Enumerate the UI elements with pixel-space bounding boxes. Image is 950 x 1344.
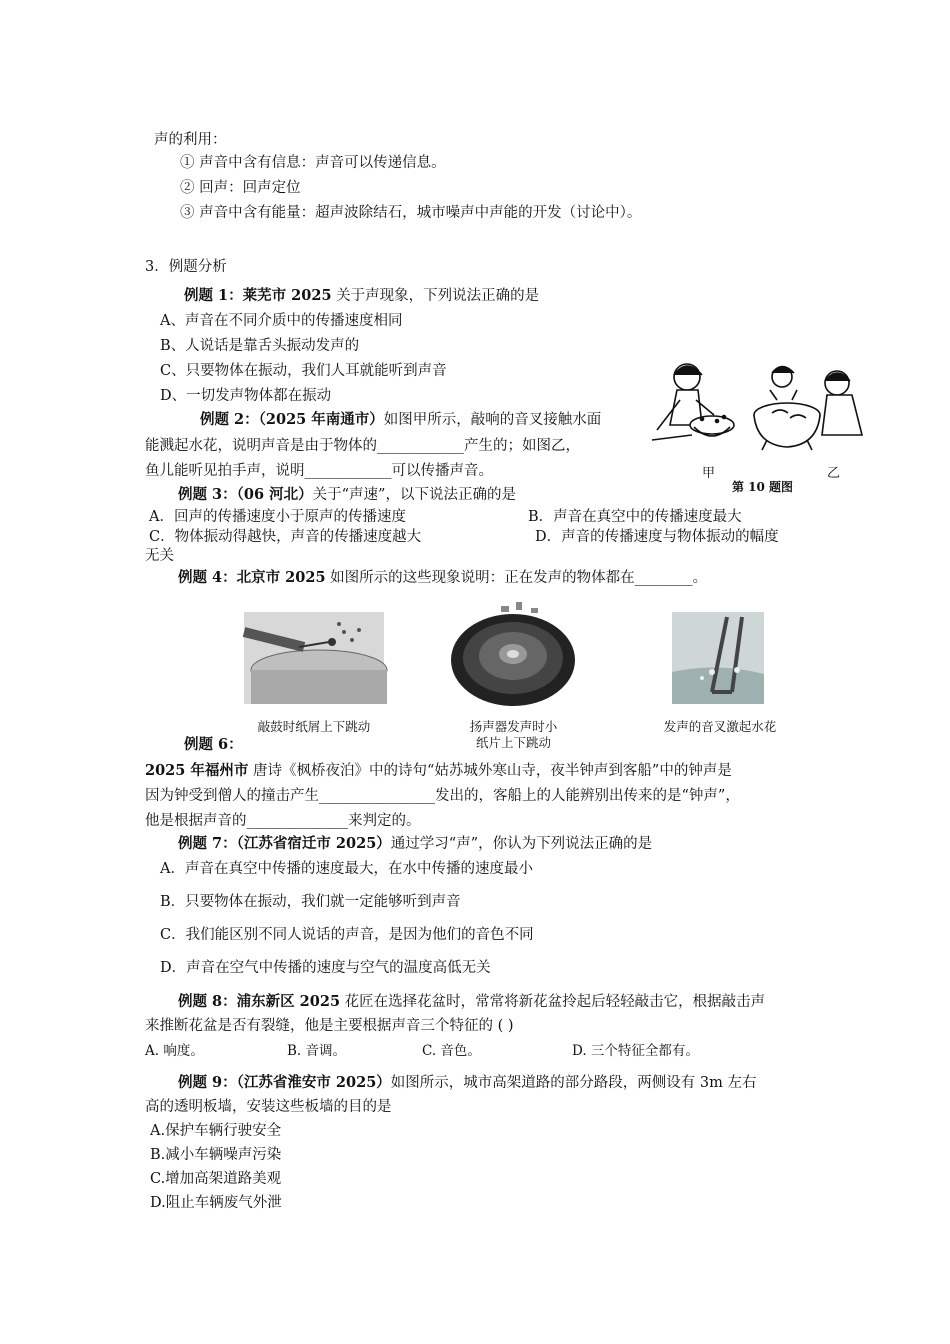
ex1-option-a: A、声音在不同介质中的传播速度相同 (160, 313, 403, 329)
uses-item-3: ③ 声音中含有能量：超声波除结石，城市噪声中声能的开发（讨论中）。 (180, 205, 642, 221)
tuning-fork-caption: 发声的音叉激起水花 (663, 719, 777, 734)
ex6-line2: 因为钟受到僧人的撞击产生________________发出的，客船上的人能辨别出传来的是“钟声”， (145, 788, 740, 804)
ex2-label: 例题 2：（2025 年南通市） (200, 411, 384, 428)
ex8-line2: 来推断花盆是否有裂缝，他是主要根据声音三个特征的 ( ) (145, 1018, 514, 1034)
fig-jia-label: 甲 (702, 466, 716, 481)
ex4-text: 如图所示的这些现象说明：正在发声的物体都在________。 (325, 570, 708, 586)
ex6-label-text: 例题 6： (184, 736, 243, 753)
ex9-label: 例题 9：（江苏省淮安市 2025） (178, 1074, 391, 1091)
ex3-option-c: C．物体振动得越快，声音的传播速度越大 (149, 529, 422, 545)
tuning-fork-image (672, 612, 764, 704)
ex6-line3: 他是根据声音的______________来判定的。 (145, 813, 421, 829)
ex8-line1 (178, 992, 765, 1012)
ex3-text: 关于“声速”，以下说法正确的是 (312, 487, 516, 503)
ex3-option-d-cont: 无关 (145, 548, 174, 564)
ex3-label: 例题 3：（06 河北） (178, 486, 313, 503)
ex8-text: 花匠在选择花盆时，常常将新花盆拎起后轻轻敲击它，根据敲击声 (340, 994, 766, 1010)
ex9-line1 (178, 1073, 757, 1093)
ex7-option-d: D．声音在空气中传播的速度与空气的温度高低无关 (160, 960, 491, 976)
speaker-caption-2: 纸片上下跳动 (475, 735, 551, 750)
drum-caption: 敲鼓时纸屑上下跳动 (257, 719, 371, 734)
ex3-option-a: A．回声的传播速度小于原声的传播速度 (149, 509, 406, 525)
uses-item-2: ② 回声：回声定位 (180, 180, 301, 196)
ex2-text: 如图甲所示，敲响的音叉接触水面 (383, 412, 602, 428)
ex8-option-a: A. 响度。 (145, 1043, 204, 1059)
ex2-line3: 鱼儿能听见拍手声，说明____________可以传播声音。 (145, 463, 493, 479)
ex6-text: 唐诗《枫桥夜泊》中的诗句“姑苏城外寒山寺，夜半钟声到客船”中的钟声是 (248, 763, 732, 779)
ex9-option-c: C.增加高架道路美观 (150, 1171, 282, 1187)
ex1-option-c: C、只要物体在振动，我们人耳就能听到声音 (160, 363, 447, 379)
ex1-option-b: B、人说话是靠舌头振动发声的 (160, 338, 360, 354)
ex8-option-c: C. 音色。 (422, 1043, 481, 1059)
fig-yi-label: 乙 (827, 466, 841, 481)
ex7-label: 例题 7：（江苏省宿迁市 2025） (178, 835, 391, 852)
ex7-stem (178, 834, 652, 854)
ex9-text: 如图所示，城市高架道路的部分路段，两侧设有 3m 左右 (390, 1075, 757, 1091)
ex1-option-d: D、一切发声物体都在振动 (160, 388, 332, 404)
ex6-label (184, 735, 243, 755)
ex2-figure (632, 355, 872, 494)
ex9-line2: 高的透明板墙，安装这些板墙的目的是 (145, 1099, 392, 1115)
ex1-stem (184, 286, 539, 306)
section-heading: 3．例题分析 (145, 259, 227, 275)
ex3-option-d: D．声音的传播速度与物体振动的幅度 (535, 529, 779, 545)
speaker-caption-1: 扬声器发声时小 (469, 719, 558, 734)
speaker-image (446, 598, 581, 713)
uses-heading: 声的利用： (154, 132, 227, 148)
ex2-line1 (200, 410, 601, 430)
ex4-stem (178, 568, 707, 588)
ex9-option-d: D.阻止车辆废气外泄 (150, 1195, 282, 1211)
ex7-option-a: A．声音在真空中传播的速度最大，在水中传播的速度最小 (160, 861, 533, 877)
ex3-stem (178, 485, 516, 505)
uses-item-1: ① 声音中含有信息：声音可以传递信息。 (180, 155, 446, 171)
ex7-option-b: B．只要物体在振动，我们就一定能够听到声音 (160, 894, 461, 910)
ex9-option-b: B.减小车辆噪声污染 (150, 1147, 282, 1163)
ex1-text: 关于声现象，下列说法正确的是 (331, 288, 540, 304)
ex6-source: 2025 年福州市 (145, 762, 249, 779)
ex6-line1 (145, 761, 732, 781)
ex4-label: 例题 4：北京市 2025 (178, 569, 326, 586)
ex1-label: 例题 1：莱芜市 2025 (184, 287, 332, 304)
fig-caption: 第 10 题图 (732, 480, 794, 494)
ex7-text: 通过学习“声”，你认为下列说法正确的是 (390, 836, 653, 852)
ex2-figure-illustration (632, 355, 872, 494)
ex8-option-d: D. 三个特征全都有。 (572, 1043, 699, 1059)
ex8-label: 例题 8：浦东新区 2025 (178, 993, 341, 1010)
ex8-option-b: B. 音调。 (287, 1043, 347, 1059)
ex3-option-b: B．声音在真空中的传播速度最大 (528, 509, 742, 525)
drum-image (244, 612, 384, 704)
ex9-option-a: A.保护车辆行驶安全 (150, 1123, 282, 1139)
ex2-line2: 能溅起水花，说明声音是由于物体的____________产生的；如图乙， (145, 438, 580, 454)
ex7-option-c: C．我们能区别不同人说话的声音，是因为他们的音色不同 (160, 927, 534, 943)
